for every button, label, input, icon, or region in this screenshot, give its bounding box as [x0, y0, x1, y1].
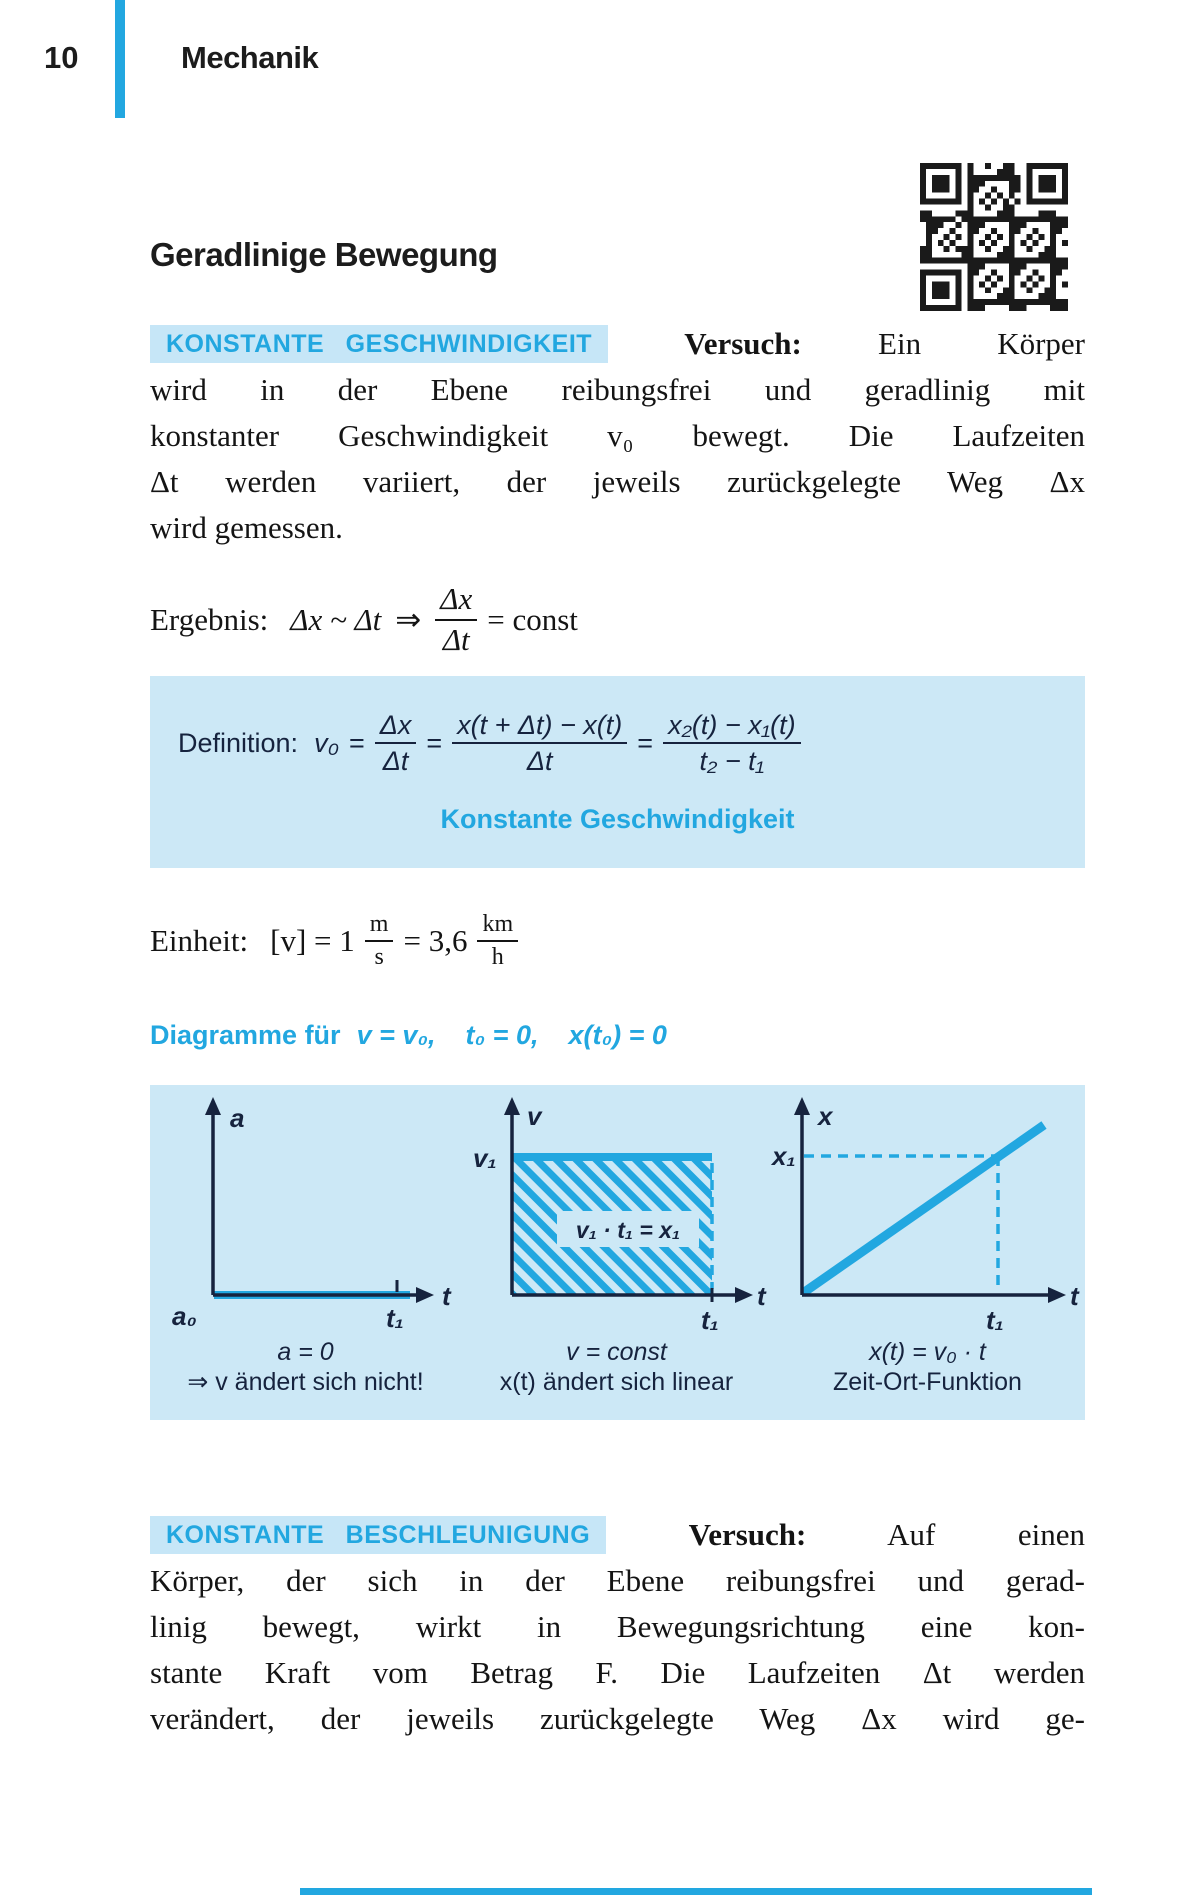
- y-axis-label: x: [818, 1101, 833, 1131]
- diagramme-condition-2: t₀ = 0,: [465, 1020, 539, 1050]
- highlight-label-beschleunigung: KONSTANTE BESCHLEUNIGUNG: [150, 1516, 606, 1554]
- level-label: v₁: [473, 1143, 497, 1173]
- paragraph-line: Δt werden variiert, der jeweils zurückgelegte Weg Δx: [150, 464, 1085, 499]
- diagram-x-t: [772, 1085, 1083, 1420]
- diagram-caption: Zeit-Ort-Funktion: [833, 1368, 1022, 1396]
- x-t-plot: [772, 1089, 1083, 1335]
- level-label: x₁: [772, 1141, 796, 1171]
- x-axis-label: t: [1070, 1281, 1079, 1311]
- definition-formula: [178, 710, 801, 776]
- versuch-keyword: Versuch:: [684, 326, 802, 361]
- section-title: Geradlinige Bewegung: [150, 236, 498, 273]
- y-axis-label: a: [230, 1103, 245, 1133]
- definition-fraction-2: $\frac{x(t + \Delta t) - x(t)}{\Delta t}$: [452, 710, 627, 776]
- definition-fraction-3: $\frac{\text{x₂(t) − x₁(t)}}{\text{t₂ − t₁}}$: [663, 710, 801, 776]
- tick-label: t₁: [701, 1305, 719, 1335]
- ergebnis-label: Ergebnis:: [150, 602, 269, 637]
- ergebnis-relation: Δx ~ Δt: [290, 602, 382, 637]
- paragraph-konstante-beschleunigung: [150, 1512, 1085, 1742]
- einheit-mid: = 3,6: [403, 923, 468, 958]
- diagram-caption: x(t) ändert sich linear: [499, 1368, 734, 1396]
- ergebnis-formula: [150, 575, 588, 665]
- origin-label: a₀: [172, 1301, 197, 1331]
- v-t-plot: [461, 1089, 772, 1335]
- paragraph-konstante-geschwindigkeit: [150, 321, 1085, 551]
- paragraph-line: [150, 321, 1085, 367]
- paragraph-line: wird gemessen.: [150, 510, 343, 545]
- paragraph-line: Körper, der sich in der Ebene reibungsfrei und gerad-: [150, 1563, 1085, 1598]
- einheit-formula: [150, 902, 528, 980]
- equals-sign: =: [637, 727, 654, 758]
- paragraph-line: wird in der Ebene reibungsfrei und geradlinig mit: [150, 372, 1085, 407]
- diagram-a-t: [150, 1085, 461, 1420]
- tick-label: t₁: [386, 1303, 404, 1333]
- einheit-fraction-ms: $\frac{m}{s}$: [365, 911, 394, 971]
- einheit-lhs: [v] = 1: [270, 923, 355, 958]
- diagramme-condition-1: v = v₀,: [356, 1020, 436, 1050]
- definition-label: Definition:: [178, 727, 299, 758]
- page-number: 10: [44, 40, 79, 75]
- definition-box: [150, 676, 1085, 868]
- paragraph-line: konstanter Geschwindigkeit v₀ bewegt. Die Laufzeiten: [150, 418, 1085, 453]
- equals-sign: =: [426, 727, 443, 758]
- intro-text: Ein Körper: [878, 326, 1086, 361]
- x-axis-label: t: [442, 1281, 451, 1311]
- footer-accent-bar: [300, 1888, 1092, 1895]
- definition-caption: Konstante Geschwindigkeit: [440, 804, 795, 834]
- diagram-caption: ⇒ v ändert sich nicht!: [187, 1368, 424, 1396]
- highlight-label-geschwindigkeit: KONSTANTE GESCHWINDIGKEIT: [150, 325, 608, 363]
- diagram-v-t: [461, 1085, 772, 1420]
- diagram-caption: a = 0: [277, 1338, 334, 1366]
- qr-code: [920, 163, 1068, 311]
- paragraph-line: stante Kraft vom Betrag F. Die Laufzeiten Δt werden: [150, 1655, 1085, 1690]
- equals-sign: =: [348, 727, 365, 758]
- diagram-caption: x(t) = v₀ · t: [869, 1338, 986, 1366]
- definition-lhs: v₀: [314, 727, 339, 758]
- x-axis-label: t: [757, 1281, 766, 1311]
- diagram-box: [150, 1085, 1085, 1420]
- definition-fraction-1: $\frac{\Delta x}{\Delta t}$: [375, 710, 417, 776]
- area-label: v₁ · t₁ = x₁: [575, 1217, 681, 1243]
- versuch-keyword: Versuch:: [688, 1517, 807, 1552]
- header-accent-bar: [115, 0, 125, 118]
- einheit-fraction-kmh: $\frac{km}{h}$: [477, 911, 518, 971]
- ergebnis-result: = const: [487, 602, 578, 637]
- paragraph-line: verändert, der jeweils zurückgelegte Weg Δx wird ge-: [150, 1701, 1085, 1736]
- paragraph-line: [150, 1512, 1085, 1558]
- intro-text: Auf einen: [887, 1517, 1086, 1552]
- paragraph-line: linig bewegt, wirkt in Bewegungsrichtung eine kon-: [150, 1609, 1085, 1644]
- diagramme-condition-3: x(t₀) = 0: [568, 1020, 667, 1050]
- y-axis-label: v: [527, 1101, 542, 1131]
- einheit-label: Einheit:: [150, 923, 249, 958]
- tick-label: t₁: [986, 1305, 1004, 1335]
- chapter-heading: Mechanik: [181, 40, 319, 75]
- implies-arrow: ⇒: [395, 602, 422, 637]
- a-t-plot: [150, 1089, 461, 1333]
- diagram-caption: v = const: [566, 1338, 667, 1366]
- ergebnis-fraction: $\frac{\Delta x}{\Delta t}$: [435, 582, 477, 657]
- diagramme-heading: [150, 1020, 667, 1051]
- diagramme-heading-text: Diagramme für: [150, 1020, 341, 1050]
